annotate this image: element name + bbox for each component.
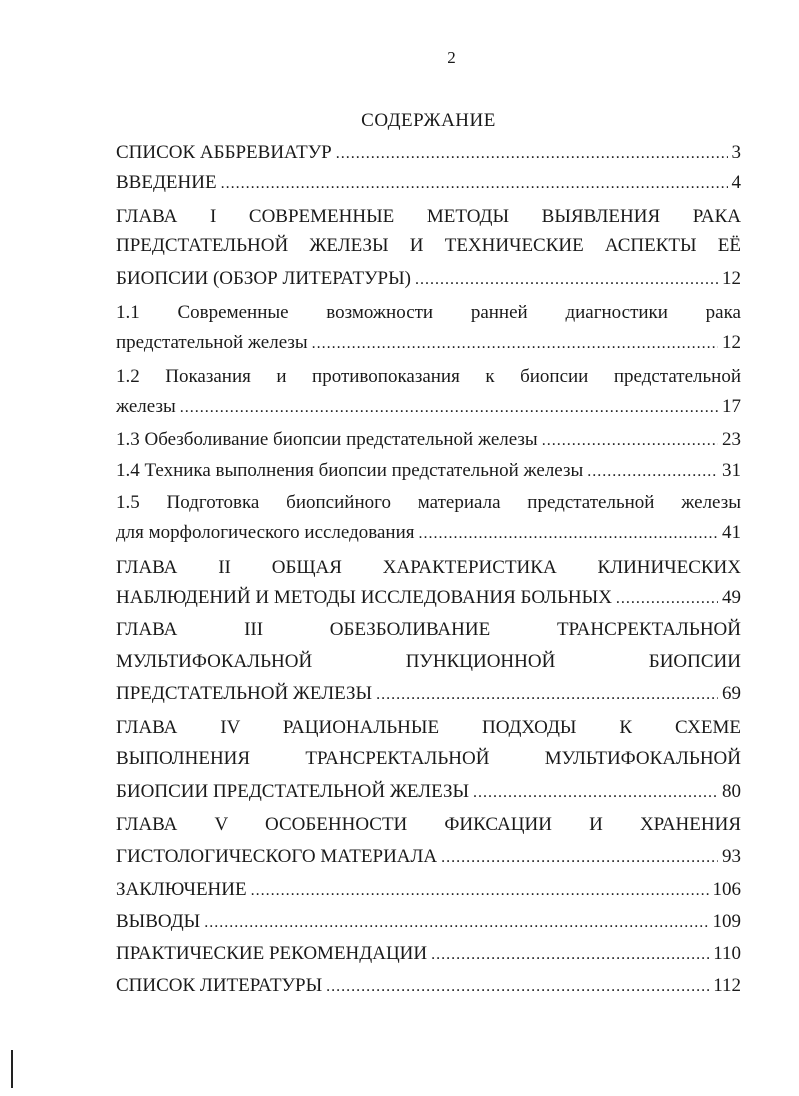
toc-entry-conclusion[interactable] (116, 873, 741, 906)
toc-page-number: 106 (712, 879, 741, 900)
toc-entry-recommendations[interactable] (116, 938, 741, 970)
toc-entry-text: ВВЕДЕНИЕ (116, 172, 217, 193)
toc-entry-text: для морфологического исследования (116, 522, 415, 543)
toc-page-number: 12 (722, 268, 741, 289)
toc-entry-line: 1.1 Современные возможности ранней диагностики рака (116, 302, 741, 323)
toc-entry-chapter-5[interactable] (116, 809, 741, 873)
toc-leader-dots (419, 518, 719, 550)
toc-entry-introduction[interactable] (116, 168, 741, 198)
toc-entry-line: 1.5 Подготовка биопсийного материала предстательной железы (116, 492, 741, 513)
toc-page-number: 109 (712, 911, 741, 932)
toc-entry-text: БИОПСИИ (ОБЗОР ЛИТЕРАТУРЫ) (116, 268, 411, 289)
toc-leader-dots (180, 392, 718, 424)
toc-page-number: 23 (722, 429, 741, 450)
toc-entry-section-1-3[interactable] (116, 423, 741, 455)
toc-leader-dots (204, 907, 708, 939)
toc-page-number: 4 (731, 172, 741, 193)
toc-leader-dots (542, 424, 718, 458)
toc-entry-text: ПРЕДСТАТЕЛЬНОЙ ЖЕЛЕЗЫ (116, 683, 373, 704)
toc-entry-text: 1.3 Обезболивание биопсии предстательной железы (116, 429, 538, 450)
toc-leader-dots (431, 939, 709, 971)
toc-entry-text: ГИСТОЛОГИЧЕСКОГО МАТЕРИАЛА (116, 846, 438, 867)
toc-entry-text: ЗАКЛЮЧЕНИЕ (116, 879, 247, 900)
toc-entry-line: МУЛЬТИФОКАЛЬНОЙ ПУНКЦИОННОЙ БИОПСИИ (116, 651, 741, 672)
toc-entry-text: 1.4 Техника выполнения биопсии предстательной железы (116, 460, 584, 481)
toc-leader-dots (376, 678, 718, 712)
toc-leader-dots (312, 328, 718, 360)
scan-margin-mark (11, 1050, 13, 1088)
toc-entry-line: ГЛАВА I СОВРЕМЕННЫЕ МЕТОДЫ ВЫЯВЛЕНИЯ РАКА (116, 206, 741, 227)
toc-entry-text: ПРАКТИЧЕСКИЕ РЕКОМЕНДАЦИИ (116, 943, 428, 964)
toc-page-number: 17 (722, 396, 741, 417)
toc-leader-dots (441, 842, 718, 874)
toc-entry-text: ВЫВОДЫ (116, 911, 201, 932)
toc-entry-line: ВЫПОЛНЕНИЯ ТРАНСРЕКТАЛЬНОЙ МУЛЬТИФОКАЛЬНОЙ (116, 748, 741, 769)
toc-entry-chapter-1[interactable] (116, 198, 741, 296)
toc-entry-findings[interactable] (116, 906, 741, 938)
toc-page-number: 49 (722, 587, 741, 608)
toc-leader-dots (251, 874, 709, 908)
toc-entry-line: ГЛАВА III ОБЕЗБОЛИВАНИЕ ТРАНСРЕКТАЛЬНОЙ (116, 619, 741, 640)
toc-entry-chapter-3[interactable] (116, 613, 741, 711)
toc-entry-text: железы (116, 396, 176, 417)
page-title: СОДЕРЖАНИЕ (361, 110, 496, 131)
toc-entry-text: предстательной железы (116, 332, 308, 353)
toc-leader-dots (587, 456, 718, 488)
toc-entry-line: ГЛАВА V ОСОБЕННОСТИ ФИКСАЦИИ И ХРАНЕНИЯ (116, 814, 741, 835)
table-of-contents (116, 138, 741, 1002)
toc-entry-line: ГЛАВА IV РАЦИОНАЛЬНЫЕ ПОДХОДЫ К СХЕМЕ (116, 717, 741, 738)
toc-page-number: 41 (722, 522, 741, 543)
toc-page-number: 69 (722, 683, 741, 704)
toc-page-number: 80 (722, 781, 741, 802)
toc-page-number: 3 (731, 142, 741, 163)
toc-leader-dots (336, 139, 728, 169)
toc-page-number: 31 (722, 460, 741, 481)
toc-page-number: 112 (713, 975, 741, 996)
page-number: 2 (447, 48, 456, 67)
toc-entry-text: НАБЛЮДЕНИЙ И МЕТОДЫ ИССЛЕДОВАНИЯ БОЛЬНЫХ (116, 587, 612, 608)
toc-leader-dots (221, 169, 728, 199)
toc-entry-chapter-4[interactable] (116, 711, 741, 809)
toc-page-number: 110 (713, 943, 741, 964)
toc-entry-line: 1.2 Показания и противопоказания к биопсии предстательной (116, 366, 741, 387)
toc-entry-abbreviations[interactable] (116, 138, 741, 168)
toc-leader-dots (473, 776, 718, 810)
toc-page-number: 93 (722, 846, 741, 867)
toc-entry-section-1-5[interactable] (116, 486, 741, 549)
toc-entry-section-1-1[interactable] (116, 296, 741, 359)
toc-entry-text: СПИСОК АББРЕВИАТУР (116, 142, 332, 163)
toc-entry-references[interactable] (116, 970, 741, 1002)
toc-entry-text: СПИСОК ЛИТЕРАТУРЫ (116, 975, 323, 996)
toc-entry-line: ПРЕДСТАТЕЛЬНОЙ ЖЕЛЕЗЫ И ТЕХНИЧЕСКИЕ АСПЕКТЫ ЕЁ (116, 235, 741, 256)
toc-leader-dots (326, 971, 709, 1003)
toc-entry-line: ГЛАВА II ОБЩАЯ ХАРАКТЕРИСТИКА КЛИНИЧЕСКИХ (116, 557, 741, 578)
toc-entry-section-1-2[interactable] (116, 359, 741, 423)
toc-leader-dots (415, 263, 718, 297)
toc-entry-chapter-2[interactable] (116, 549, 741, 613)
toc-entry-text: БИОПСИИ ПРЕДСТАТЕЛЬНОЙ ЖЕЛЕЗЫ (116, 781, 470, 802)
toc-leader-dots (616, 582, 718, 616)
toc-entry-section-1-4[interactable] (116, 455, 741, 486)
toc-page-number: 12 (722, 332, 741, 353)
